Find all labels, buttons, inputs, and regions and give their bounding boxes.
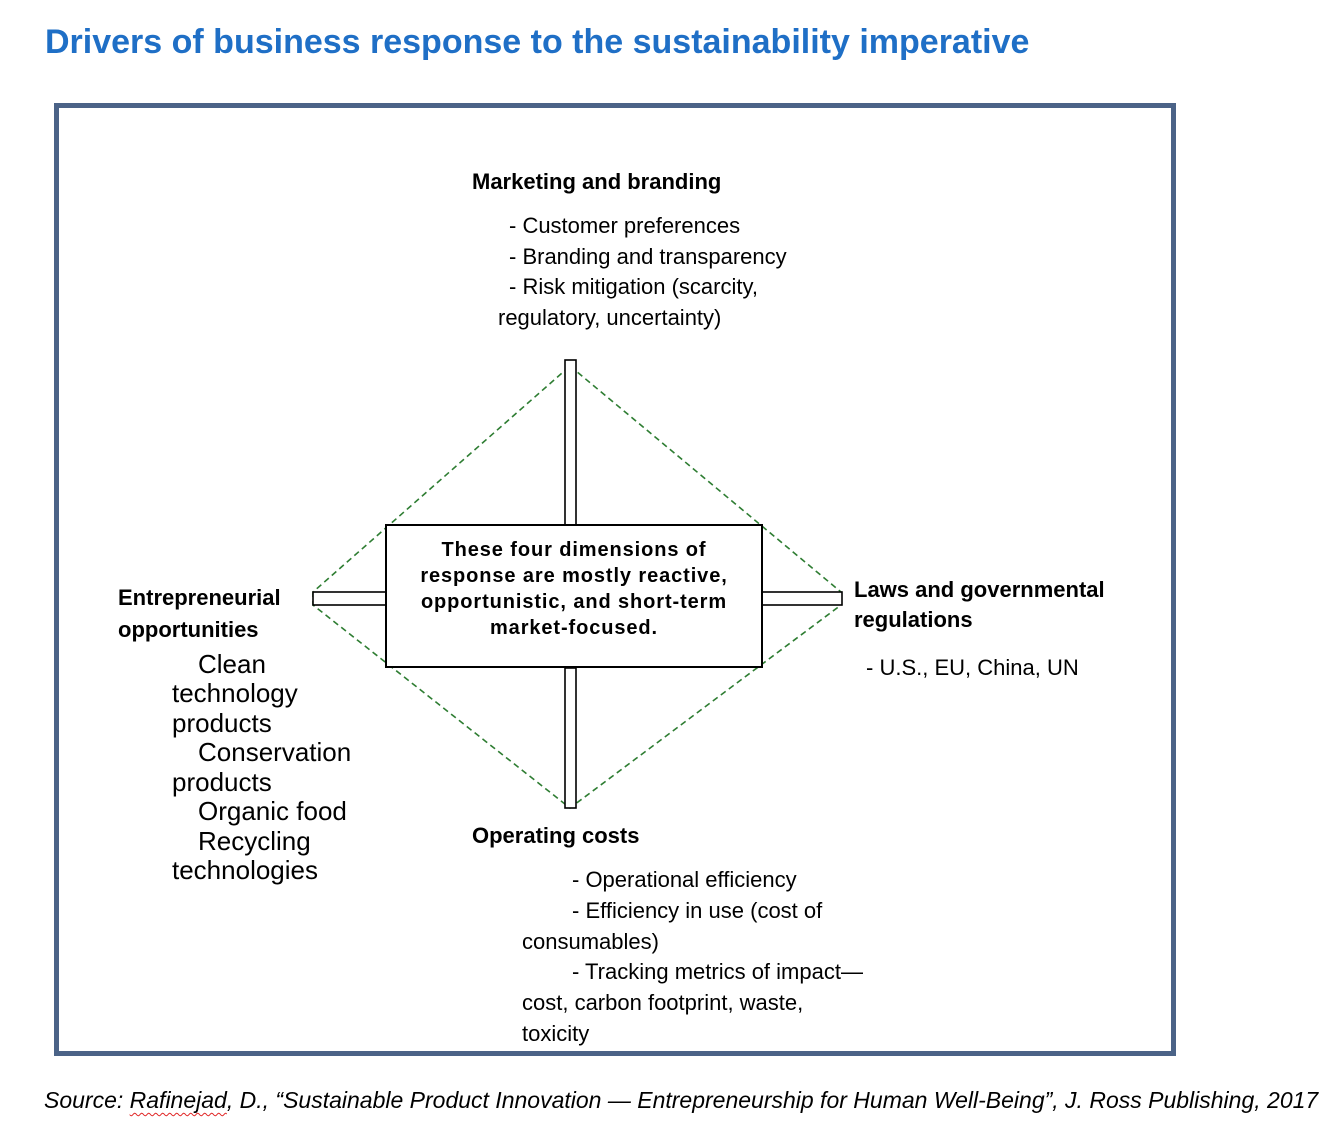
center-summary-box (385, 524, 763, 668)
entrepreneurial-opportunities-item: Clean technology products (172, 649, 298, 738)
entrepreneurial-opportunities-item: Conservation products (172, 737, 352, 797)
center-summary-text: These four dimensions of response are mostly reactive, opportunistic, and short-term market-focused. (420, 539, 728, 639)
entrepreneurial-opportunities-heading: Entrepreneurial opportunities (118, 585, 281, 642)
source-author-surname: Rafinejad (129, 1087, 227, 1113)
operating-costs-item: - Efficiency in use (cost of consumables) (522, 897, 823, 954)
marketing-branding-item: - Branding and transparency (509, 243, 787, 269)
operating-costs-list (522, 865, 942, 1046)
slide-title: Drivers of business response to the sustainability imperative (45, 23, 1030, 61)
source-citation (44, 1085, 1318, 1115)
connector-bar-right (762, 592, 842, 605)
laws-regulations-item: - U.S., EU, China, UN (866, 655, 1079, 680)
operating-costs-heading: Operating costs (472, 823, 640, 848)
source-citation-rest: , D., “Sustainable Product Innovation — Entrepreneurship for Human Well-Being”, J. Ross Publishing, 2017 (226, 1087, 1319, 1113)
entrepreneurial-opportunities-list (172, 650, 377, 886)
marketing-branding-item: - Customer preferences (509, 213, 741, 238)
connector-bar-bottom (565, 668, 576, 808)
laws-regulations-list (866, 653, 1079, 684)
entrepreneurial-opportunities-item: Recycling technologies (172, 825, 318, 886)
entrepreneurial-opportunities-item: Organic food (198, 796, 347, 827)
laws-regulations-heading: Laws and governmental regulations (854, 577, 1105, 632)
source-label: Source: (44, 1087, 124, 1113)
connector-bar-left (313, 592, 386, 605)
connector-bar-top (565, 360, 576, 525)
operating-costs-item: - Tracking metrics of impact— cost, carbon footprint, waste, toxicity (522, 959, 863, 1046)
operating-costs-item: - Operational efficiency (572, 867, 797, 892)
marketing-branding-item: - Risk mitigation (scarcity, regulatory, uncertainty) (498, 274, 758, 331)
marketing-branding-heading: Marketing and branding (472, 169, 722, 194)
marketing-branding-list (498, 211, 828, 334)
